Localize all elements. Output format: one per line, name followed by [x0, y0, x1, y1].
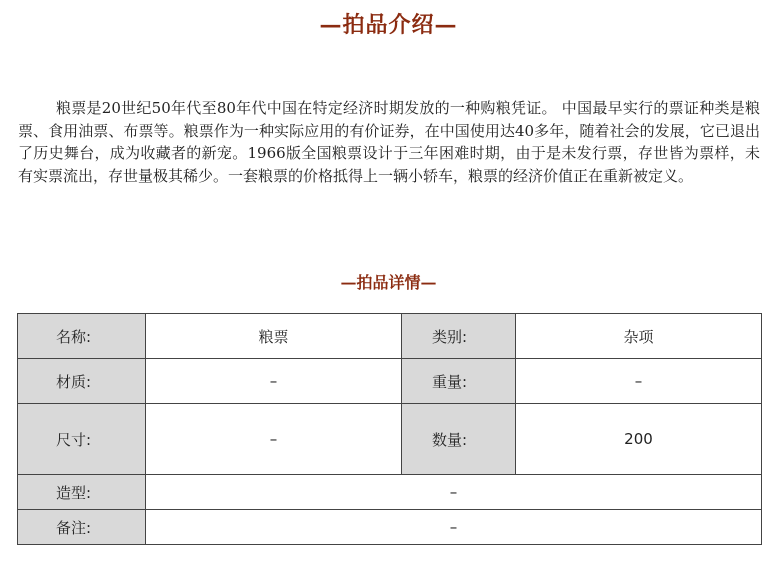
details-title: —拍品详情—: [340, 273, 437, 292]
remarks-label: 备注:: [18, 510, 146, 545]
details-table: [17, 313, 762, 545]
quantity-label: 数量:: [402, 404, 516, 475]
table-row: [18, 314, 762, 359]
table-row: [18, 475, 762, 510]
category-label: 类别:: [402, 314, 516, 359]
shape-label: 造型:: [18, 475, 146, 510]
remarks-value: –: [146, 510, 762, 545]
intro-paragraph: 粮票是20世纪50年代至80年代中国在特定经济时期发放的一种购粮凭证。 中国最早实行的票证种类是粮票、食用油票、布票等。粮票作为一种实际应用的有价证券，在中国使用达40多年，随着社会的发展，它已退出了历史舞台，成为收藏者的新宠。1966版全国粮票设计于三年困难时期，由于是未发行票，存世皆为票样，未有实票流出，存世量极其稀少。一套粮票的价格抵得上一辆小轿车，粮票的经济价值正在重新被定义。: [18, 99, 760, 185]
weight-label: 重量:: [402, 359, 516, 404]
material-label: 材质:: [18, 359, 146, 404]
shape-value: –: [146, 475, 762, 510]
size-label: 尺寸:: [18, 404, 146, 475]
table-row: [18, 510, 762, 545]
category-value: 杂项: [516, 314, 762, 359]
weight-value: –: [516, 359, 762, 404]
table-row: [18, 359, 762, 404]
size-value: –: [146, 404, 402, 475]
name-value: 粮票: [146, 314, 402, 359]
table-row: [18, 404, 762, 475]
name-label: 名称:: [18, 314, 146, 359]
intro-title: —拍品介绍—: [319, 12, 458, 38]
material-value: –: [146, 359, 402, 404]
quantity-value: 200: [516, 404, 762, 475]
